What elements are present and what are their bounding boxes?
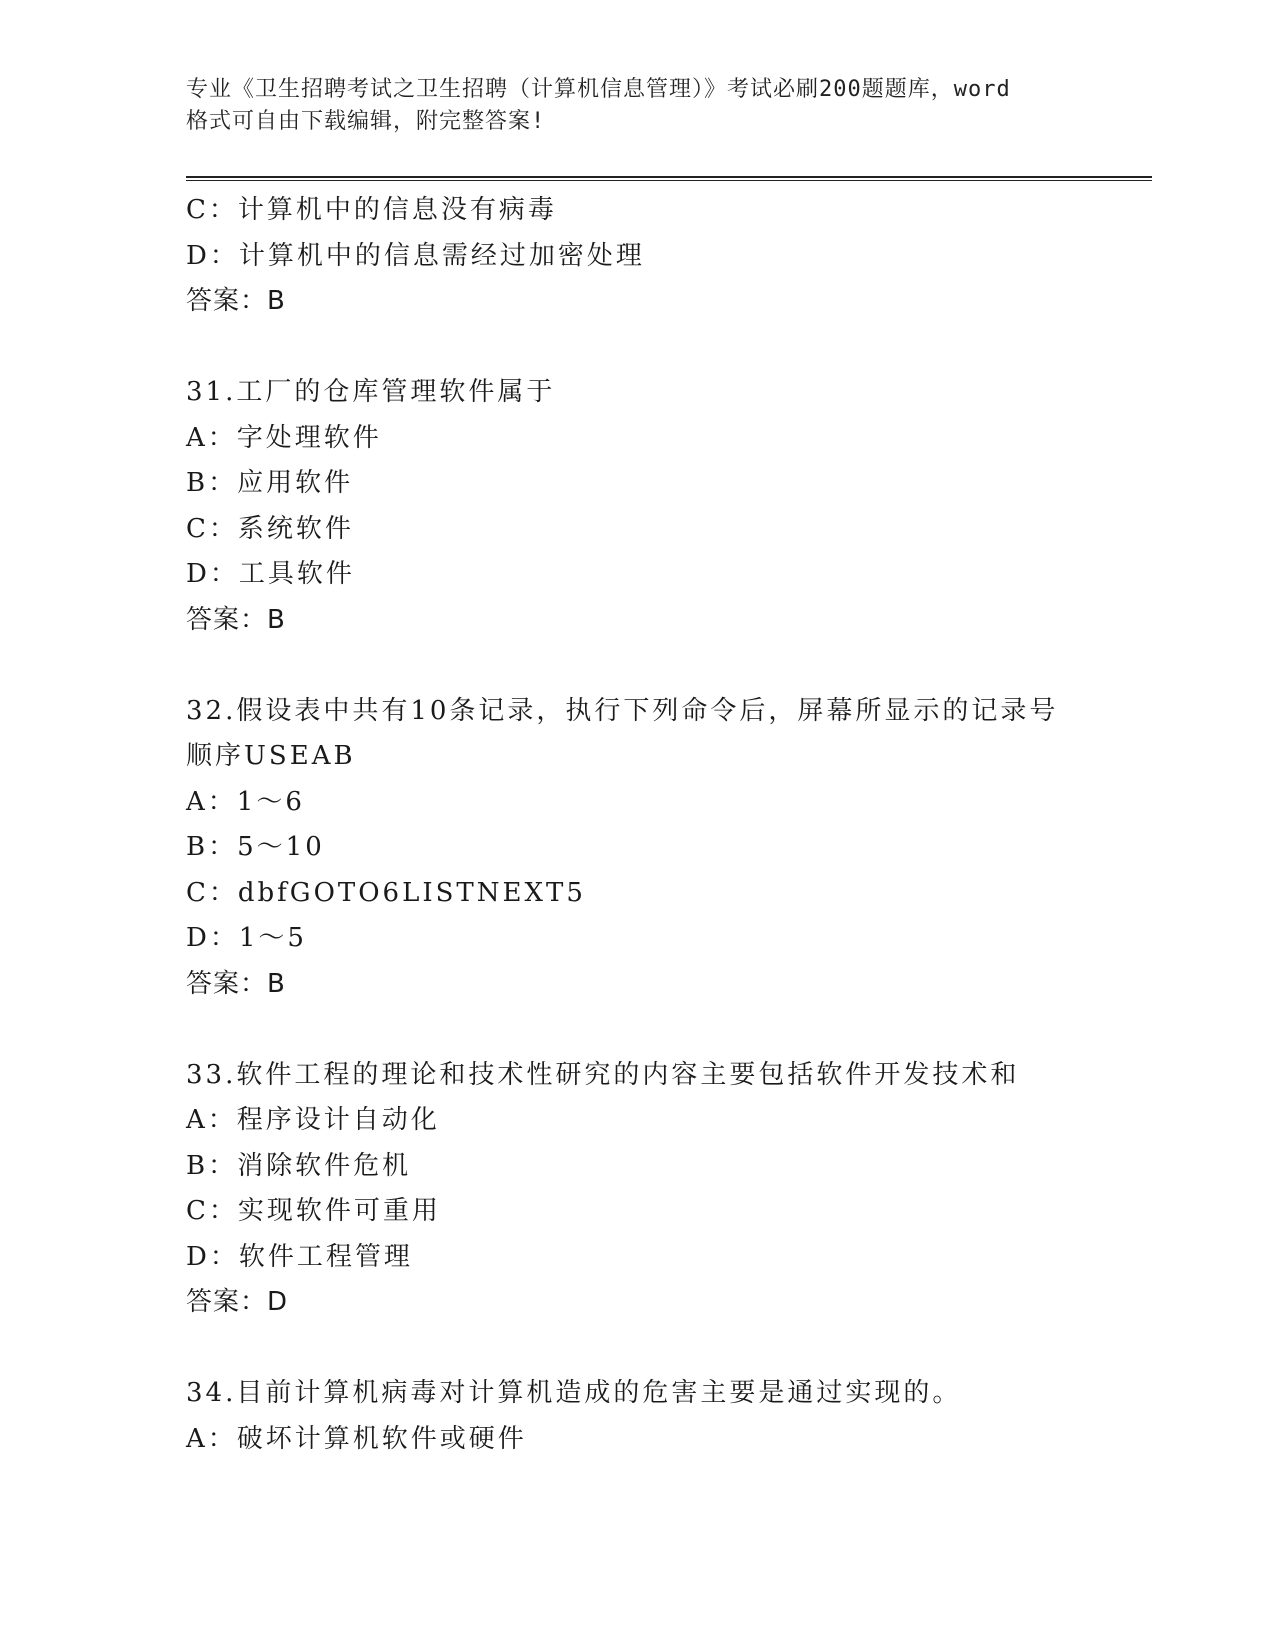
header-divider: [186, 176, 1152, 181]
option-a: A：字处理软件: [186, 422, 382, 453]
document-header: [186, 74, 1086, 138]
option-b: B：消除软件危机: [186, 1150, 412, 1181]
answer-line: 答案：B: [186, 286, 286, 316]
answer-line: 答案：B: [186, 968, 286, 999]
spacer: [186, 643, 1126, 689]
spacer: [186, 1007, 1126, 1053]
question-list: [186, 188, 1126, 1462]
question-stem: 34.目前计算机病毒对计算机造成的危害主要是通过实现的。: [186, 1378, 962, 1408]
question-stem: 33.软件工程的理论和技术性研究的内容主要包括软件开发技术和: [186, 1059, 1020, 1090]
option-c: C：计算机中的信息没有病毒: [186, 195, 557, 225]
option-d: D：工具软件: [186, 559, 355, 589]
header-line-2: 格式可自由下载编辑，附完整答案!: [186, 109, 546, 134]
question-stem: 31.工厂的仓库管理软件属于: [186, 377, 556, 407]
option-c: C：dbfGOTO6LISTNEXT5: [186, 877, 586, 908]
spacer: [186, 1326, 1126, 1372]
answer-line: 答案：B: [186, 604, 286, 635]
option-a: A：程序设计自动化: [186, 1105, 440, 1135]
option-c: C：实现软件可重用: [186, 1196, 441, 1226]
answer-line: 答案：D: [186, 1287, 289, 1317]
spacer: [186, 325, 1126, 371]
option-d: D：软件工程管理: [186, 1241, 413, 1272]
option-a: A：破坏计算机软件或硬件: [186, 1423, 527, 1454]
question-stem: 32.假设表中共有10条记录，执行下列命令后，屏幕所显示的记录号: [186, 695, 1059, 726]
header-line-1: 专业《卫生招聘考试之卫生招聘（计算机信息管理）》考试必刷200题题库，word: [186, 77, 1011, 102]
option-d: D：计算机中的信息需经过加密处理: [186, 240, 645, 271]
option-d: D：1～5: [186, 923, 307, 953]
option-b: B：应用软件: [186, 468, 354, 498]
option-a: A：1～6: [186, 786, 305, 817]
option-b: B：5～10: [186, 832, 325, 862]
question-stem-continued: 顺序USEAB: [186, 741, 356, 771]
option-c: C：系统软件: [186, 513, 354, 544]
